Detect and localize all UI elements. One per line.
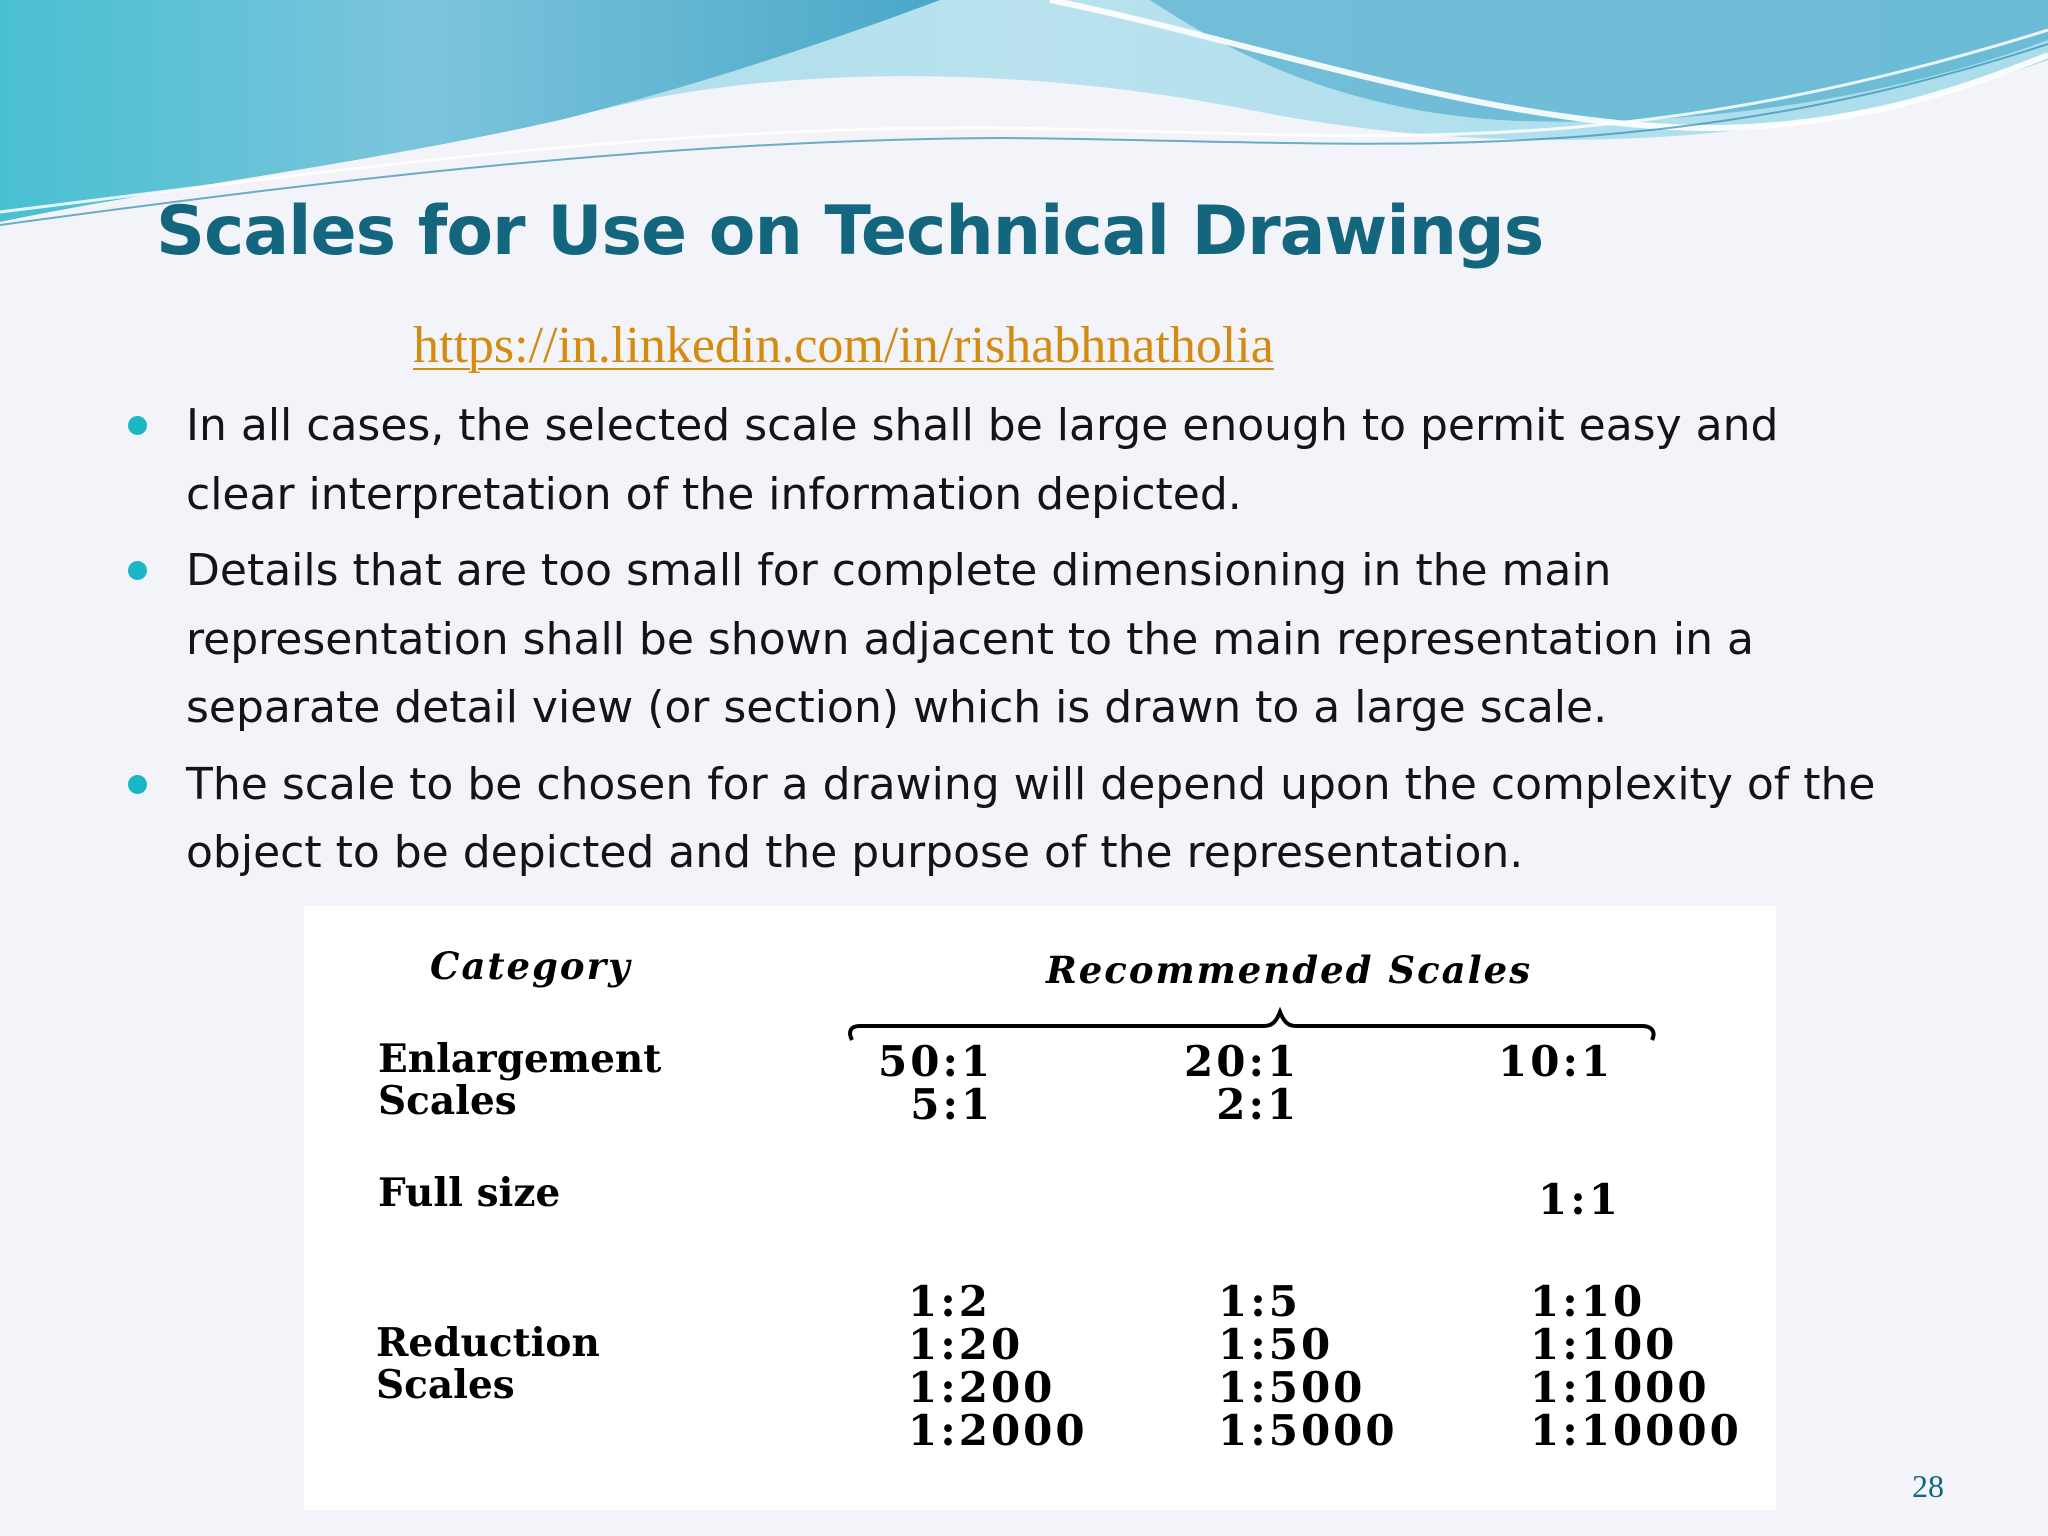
scale-value: 1:10000 [1530, 1406, 1742, 1455]
scale-value: 20:1 [1184, 1037, 1300, 1086]
enlargement-col-1 [878, 1037, 994, 1129]
scale-value: 1:1000 [1530, 1363, 1710, 1412]
category-label-line: Scales [378, 1078, 517, 1124]
full-size-value: 1:1 [1538, 1175, 1621, 1224]
category-label-line: Enlargement [378, 1036, 662, 1082]
page-number: 28 [1912, 1468, 1944, 1504]
header-recommended-scales: Recommended Scales [1046, 948, 1533, 992]
bullet-dot-icon [128, 561, 147, 580]
scale-value: 5:1 [910, 1080, 994, 1129]
bullet-text: In all cases, the selected scale shall be large enough to permit easy and clear interpretation of the information depicted. [186, 400, 1779, 520]
bullet-text: The scale to be chosen for a drawing will depend upon the complexity of the object to be depicted and the purpose of the representation. [186, 758, 1876, 878]
reduction-col-3 [1530, 1277, 1742, 1455]
reduction-col-2 [1218, 1277, 1398, 1455]
scale-value: 1:10 [1530, 1277, 1646, 1326]
recommended-scales-table [304, 906, 1776, 1510]
bullet-item [120, 537, 1880, 743]
category-full-size: Full size [378, 1170, 561, 1216]
header-category: Category [430, 944, 632, 988]
reduction-col-1 [908, 1277, 1088, 1455]
bullet-item [120, 392, 1880, 529]
scale-value: 2:1 [1216, 1080, 1300, 1129]
category-reduction [376, 1322, 600, 1406]
category-label-line: Reduction [376, 1320, 600, 1366]
scale-value: 1:2000 [908, 1406, 1088, 1455]
scale-value: 50:1 [878, 1037, 994, 1086]
scale-value: 1:100 [1530, 1320, 1678, 1369]
scale-value: 1:20 [908, 1320, 1024, 1369]
bullet-list [120, 392, 1880, 896]
linkedin-link[interactable]: https://in.linkedin.com/in/rishabhnatholia [413, 317, 1274, 374]
category-label-line: Scales [376, 1362, 515, 1408]
scale-value: 1:200 [908, 1363, 1056, 1412]
scale-value: 1:5000 [1218, 1406, 1398, 1455]
scale-value: 1:2 [908, 1277, 991, 1326]
scale-value: 1:500 [1218, 1363, 1366, 1412]
scale-value: 10:1 [1498, 1037, 1614, 1086]
category-enlargement [378, 1038, 661, 1122]
slide-title: Scales for Use on Technical Drawings [156, 192, 1544, 271]
bullet-dot-icon [128, 775, 147, 794]
bullet-item [120, 751, 1880, 888]
enlargement-col-2 [1184, 1037, 1300, 1129]
scale-value: 1:5 [1218, 1277, 1301, 1326]
enlargement-col-3 [1498, 1037, 1614, 1086]
bullet-text: Details that are too small for complete dimensioning in the main representation shall be shown adjacent to the main representation in a separate detail view (or section) which is drawn to a large scale. [186, 545, 1754, 733]
scale-value: 1:50 [1218, 1320, 1334, 1369]
bullet-dot-icon [128, 416, 147, 435]
